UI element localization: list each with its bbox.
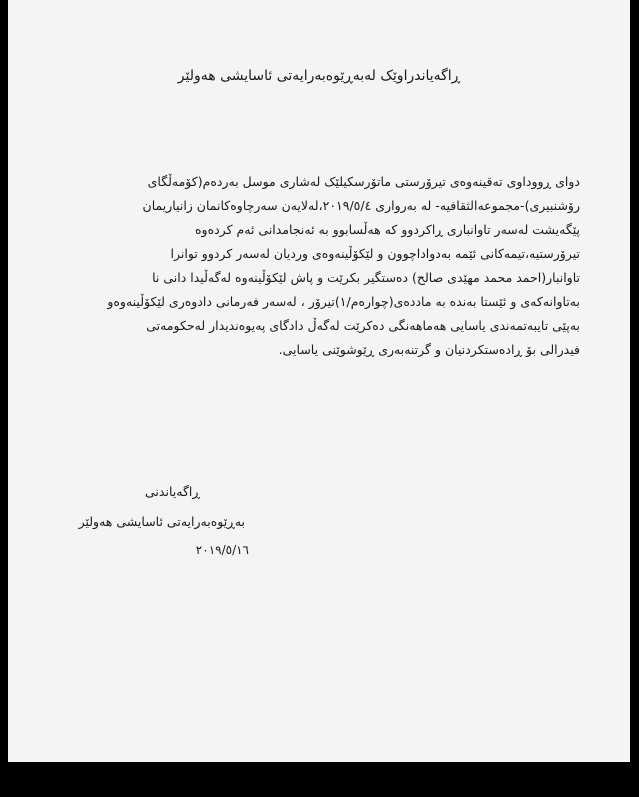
signature-label: ڕاگەیاندنی xyxy=(145,484,200,499)
bottom-black-strip xyxy=(0,762,639,797)
body-line: بەتاوانەکەی و ئێستا بەندە بە ماددەی(چوارەم/١)تیرۆر ، لەسەر فەرمانی دادوەری لێکۆڵینەوەو xyxy=(107,294,580,309)
document-page xyxy=(8,0,630,762)
body-line: بەپێی تایبەتمەندی یاسایی هەماهەنگی دەکرێت لەگەڵ دادگای پەیوەندیدار لەحکومەتی xyxy=(146,318,580,333)
body-line: تیرۆرستیە،تیمەکانی ئێمە بەدواداچوون و لێکۆڵینەوەی وردیان لەسەر کردوو توانرا xyxy=(170,246,580,261)
body-line: پێگەیشت لەسەر تاوانباری ڕاکردوو کە هەڵسابوو بە ئەنجامدانی ئەم کردەوە xyxy=(194,222,580,237)
document-body xyxy=(70,170,580,362)
signature-issuer: بەڕێوەبەرایەتی ئاسایشی هەولێر xyxy=(78,514,245,529)
body-line: دوای ڕووداوی تەقینەوەی تیرۆرستی ماتۆرسکیلێک لەشاری موسل بەردەم(کۆمەڵگای xyxy=(147,174,580,189)
document-title: ڕاگەیاندراوێک لەبەڕێوەبەرایەتی ئاسایشی هەولێر xyxy=(177,68,461,84)
body-line: رۆشنبیری)-مجموعەالثقافیە- لە بەرواری ٢٠١٩/٥/٤،لەلایەن سەرچاوەکانمان زانیاریمان xyxy=(142,198,580,213)
signature-date: ٢٠١٩/٥/١٦ xyxy=(195,543,249,557)
body-line: تاوانبار(احمد محمد مهێدی صالح) دەستگیر بکرێت و پاش لێکۆڵینەوە لەگەڵیدا دانی نا xyxy=(152,270,580,285)
body-line: فیدرالی بۆ ڕادەستکردنیان و گرتنەبەری ڕێوشوێنی یاسایی. xyxy=(278,342,580,357)
